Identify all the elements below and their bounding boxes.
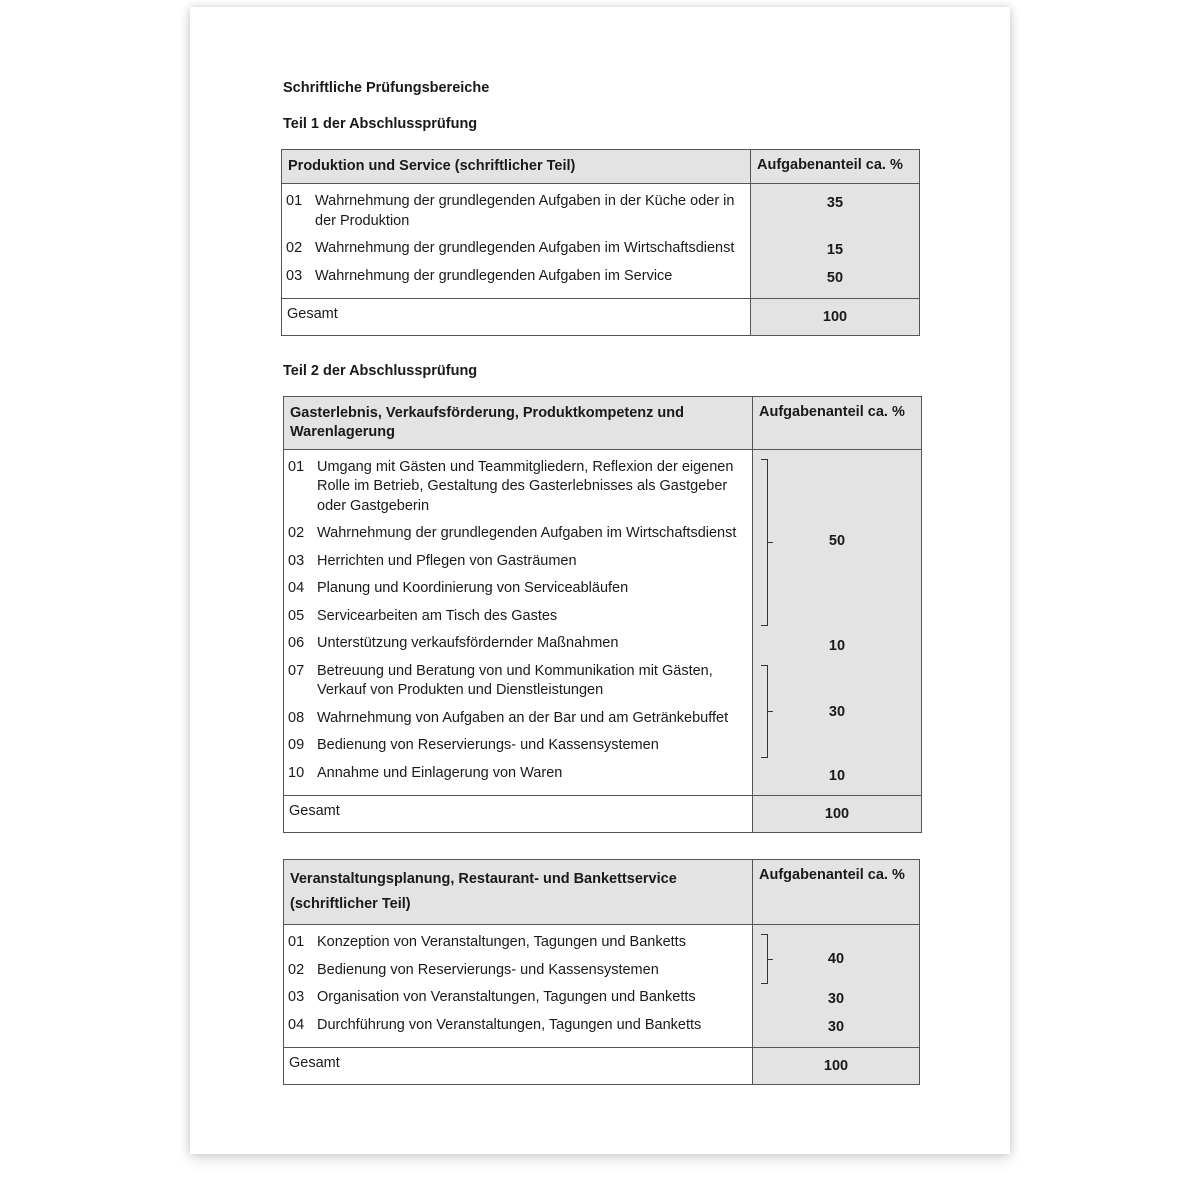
item-text: Wahrnehmung von Aufgaben an der Bar und am Getränkebuffet xyxy=(317,709,729,726)
share-value: 50 xyxy=(826,270,844,286)
table1-values xyxy=(751,184,920,299)
item-text: Wahrnehmung der grundlegenden Aufgaben im Service xyxy=(315,267,673,284)
table3-total-label: Gesamt xyxy=(284,1048,753,1085)
item-number: 04 xyxy=(288,1016,305,1033)
item-text: Organisation von Veranstaltungen, Tagungen und Banketts xyxy=(317,989,696,1005)
item-text: Bedienung von Reservierungs- und Kassensystemen xyxy=(317,737,659,754)
table3-rows xyxy=(284,925,753,1048)
item-number: 01 xyxy=(288,934,305,950)
item-text: Bedienung von Reservierungs- und Kassensystemen xyxy=(317,961,659,978)
item-number: 03 xyxy=(288,552,305,569)
list-item xyxy=(284,933,752,953)
list-item xyxy=(284,552,752,572)
item-number: 05 xyxy=(288,607,305,624)
list-item xyxy=(284,607,752,627)
table-gasterlebnis xyxy=(283,396,922,833)
share-value: 10 xyxy=(828,637,846,654)
page-heading: Schriftliche Prüfungsbereiche xyxy=(283,80,490,96)
table2-total-label: Gesamt xyxy=(284,796,753,833)
list-item xyxy=(284,961,752,981)
list-item xyxy=(284,579,752,599)
share-value: 30 xyxy=(828,703,846,720)
teil2-heading: Teil 2 der Abschlussprüfung xyxy=(283,363,478,379)
item-text: Konzeption von Veranstaltungen, Tagungen und Banketts xyxy=(317,934,686,950)
list-item xyxy=(282,239,750,259)
item-text: Betreuung und Beratung von und Kommunikation mit Gästen, Verkauf von Produkten und Dienstleistungen xyxy=(317,662,713,699)
list-item xyxy=(284,524,752,544)
list-item xyxy=(284,764,752,784)
table2-total-value: 100 xyxy=(753,796,922,833)
list-item xyxy=(284,458,752,517)
list-item xyxy=(282,267,750,287)
item-text: Herrichten und Pflegen von Gasträumen xyxy=(317,552,577,569)
share-value: 30 xyxy=(827,991,845,1007)
table-produktion-service xyxy=(281,149,920,336)
share-value: 15 xyxy=(826,242,844,258)
table2-title: Gasterlebnis, Verkaufsförderung, Produktkompetenz und Warenlagerung xyxy=(284,397,753,450)
share-value: 40 xyxy=(827,951,845,967)
item-number: 10 xyxy=(288,764,305,781)
item-number: 03 xyxy=(286,267,303,284)
teil1-heading: Teil 1 der Abschlussprüfung xyxy=(283,116,478,132)
table2-rows xyxy=(284,449,753,796)
item-text: Unterstützung verkaufsfördernder Maßnahmen xyxy=(317,635,619,652)
table1-rows xyxy=(282,184,751,299)
item-number: 03 xyxy=(288,989,305,1005)
item-text: Wahrnehmung der grundlegenden Aufgaben in der Küche oder in der Produktion xyxy=(315,193,735,229)
list-item xyxy=(284,634,752,654)
list-item xyxy=(282,192,750,231)
item-text: Wahrnehmung der grundlegenden Aufgaben im Wirtschaftsdienst xyxy=(315,240,735,256)
table3-share-header: Aufgabenanteil ca. % xyxy=(753,860,920,925)
table1-total-label: Gesamt xyxy=(282,299,751,336)
item-number: 02 xyxy=(288,525,305,542)
item-text: Wahrnehmung der grundlegenden Aufgaben im Wirtschaftsdienst xyxy=(317,525,737,542)
item-text: Durchführung von Veranstaltungen, Tagungen und Banketts xyxy=(317,1016,702,1033)
item-number: 01 xyxy=(286,193,303,209)
list-item xyxy=(284,709,752,729)
item-number: 04 xyxy=(288,580,305,597)
item-number: 01 xyxy=(288,458,305,475)
list-item xyxy=(284,988,752,1008)
item-text: Annahme und Einlagerung von Waren xyxy=(317,764,563,781)
table-veranstaltungsplanung xyxy=(283,859,920,1085)
table2-share-header: Aufgabenanteil ca. % xyxy=(753,397,922,450)
item-number: 09 xyxy=(288,737,305,754)
table3-total-value: 100 xyxy=(753,1048,920,1085)
item-text: Planung und Koordinierung von Serviceabläufen xyxy=(317,580,629,597)
table2-values xyxy=(753,449,922,796)
list-item xyxy=(284,1016,752,1036)
table1-title: Produktion und Service (schriftlicher Teil) xyxy=(282,150,751,184)
share-value: 30 xyxy=(827,1019,845,1035)
table1-total-value: 100 xyxy=(751,299,920,336)
item-number: 02 xyxy=(288,961,305,978)
list-item xyxy=(284,662,752,701)
share-value: 50 xyxy=(828,532,846,549)
item-number: 08 xyxy=(288,709,305,726)
item-number: 06 xyxy=(288,635,305,652)
table1-share-header: Aufgabenanteil ca. % xyxy=(751,150,920,184)
item-text: Servicearbeiten am Tisch des Gastes xyxy=(317,607,558,624)
share-value: 10 xyxy=(828,767,846,784)
item-number: 07 xyxy=(288,662,305,679)
table3-values xyxy=(753,925,920,1048)
item-text: Umgang mit Gästen und Teammitgliedern, Reflexion der eigenen Rolle im Betrieb, Gestaltung des Gasterlebnisses als Gastgeber oder Gastgeberin xyxy=(317,458,734,514)
table3-title: Veranstaltungsplanung, Restaurant- und Bankettservice (schriftlicher Teil) xyxy=(284,860,753,925)
share-value: 35 xyxy=(826,195,844,211)
list-item xyxy=(284,736,752,756)
item-number: 02 xyxy=(286,240,303,256)
